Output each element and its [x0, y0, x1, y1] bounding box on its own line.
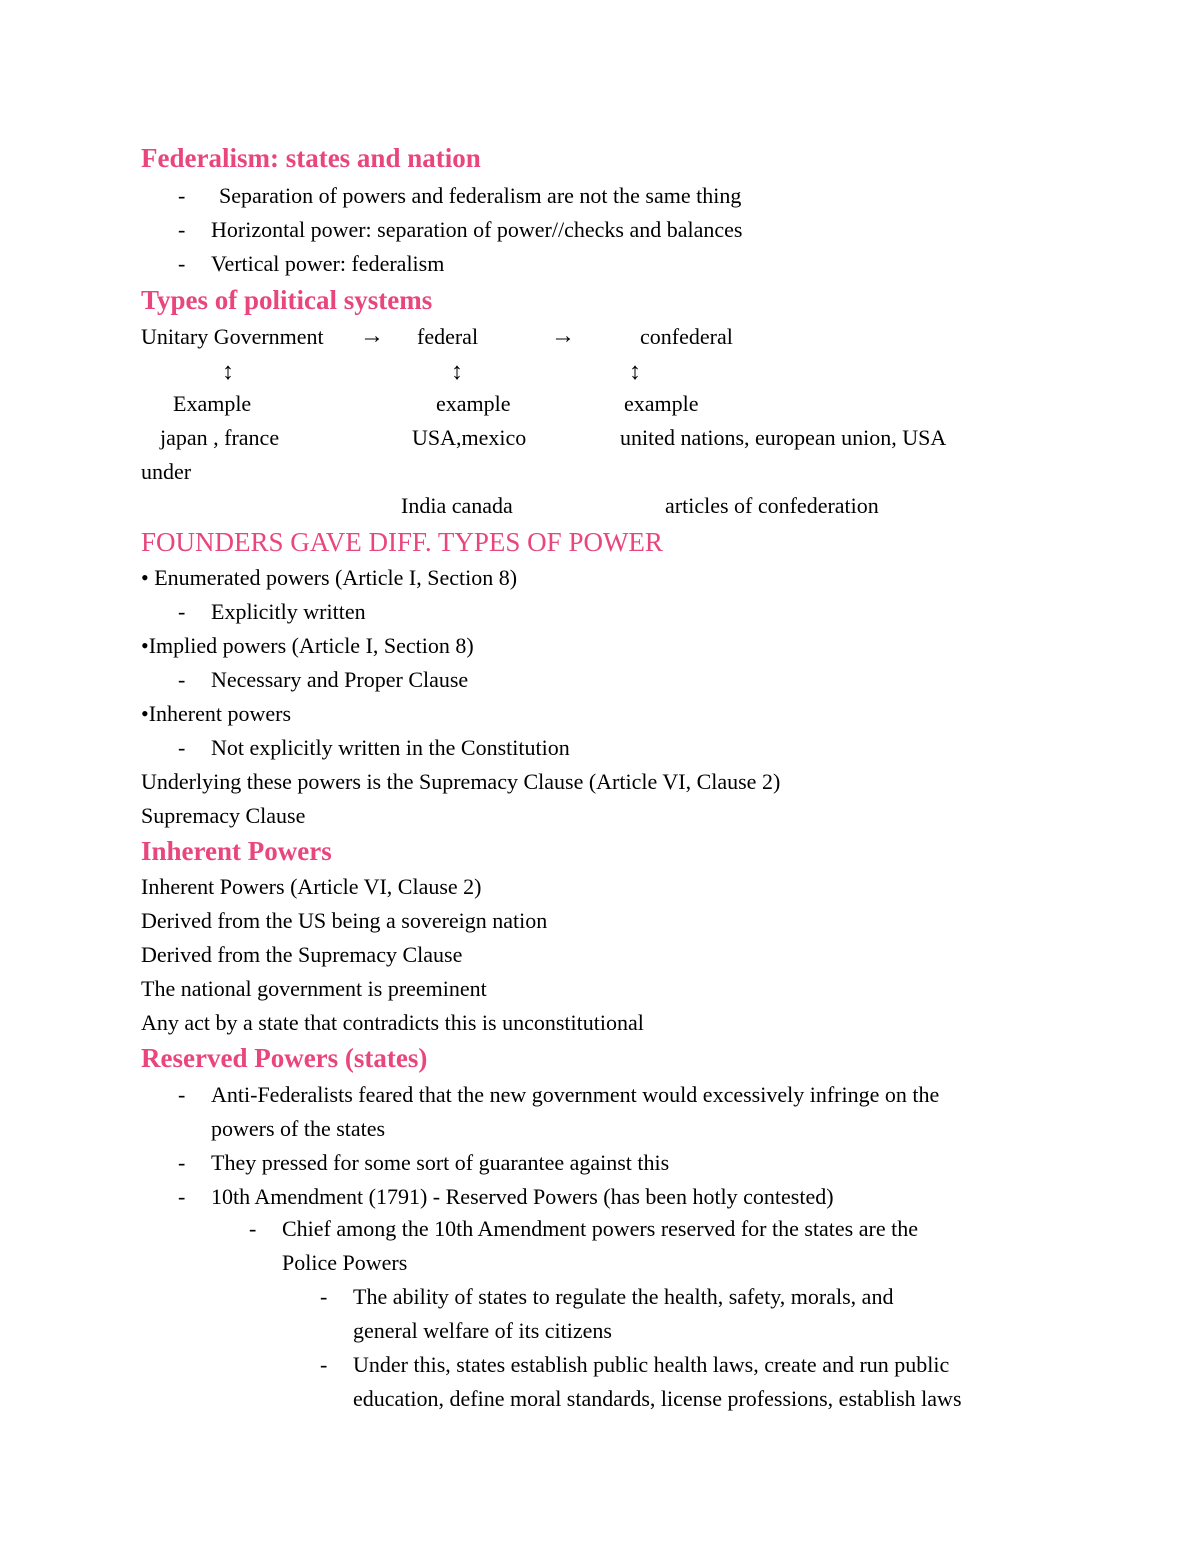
reserved-bullet-6-line-2: education, define moral standards, license professions, establish laws [353, 1386, 962, 1411]
confederal-examples-wrap: under [141, 459, 192, 484]
confederal-examples: united nations, european union, USA [620, 425, 947, 450]
reserved-bullet-6-line-1: Under this, states establish public health laws, create and run public [353, 1352, 950, 1377]
inherent-line-1: Inherent Powers (Article VI, Clause 2) [141, 874, 482, 899]
underlying-line: Underlying these powers is the Supremacy Clause (Article VI, Clause 2) [141, 769, 781, 794]
reserved-bullet-5-line-2: general welfare of its citizens [353, 1318, 612, 1343]
bullet-marker: - [178, 735, 186, 760]
heading-founders: FOUNDERS GAVE DIFF. TYPES OF POWER [141, 527, 663, 557]
reserved-bullet-1-line-2: powers of the states [211, 1116, 386, 1141]
bullet-marker: - [178, 1150, 186, 1175]
reserved-bullet-4-line-2: Police Powers [282, 1250, 408, 1275]
federal-examples-2: India canada [401, 493, 513, 518]
federalism-bullet-3: Vertical power: federalism [211, 251, 445, 276]
implied-powers: •Implied powers (Article I, Section 8) [141, 633, 474, 658]
inherent-sub: Not explicitly written in the Constitution [211, 735, 570, 760]
reserved-bullet-3: 10th Amendment (1791) - Reserved Powers (has been hotly contested) [211, 1184, 834, 1209]
right-arrow-icon: → [551, 323, 575, 349]
bullet-marker: - [178, 217, 186, 242]
unitary-example-label: Example [173, 391, 252, 416]
unitary-examples: japan , france [160, 425, 280, 450]
inherent-line-3: Derived from the Supremacy Clause [141, 942, 463, 967]
system-unitary: Unitary Government [141, 324, 324, 349]
heading-reserved-powers: Reserved Powers (states) [141, 1043, 428, 1073]
bullet-marker: - [178, 1082, 186, 1107]
federal-examples: USA,mexico [412, 425, 527, 450]
inherent-powers: •Inherent powers [141, 701, 292, 726]
right-arrow-icon: → [360, 323, 384, 349]
bullet-marker: - [178, 667, 186, 692]
inherent-line-5: Any act by a state that contradicts this is unconstitutional [141, 1010, 644, 1035]
enumerated-sub: Explicitly written [211, 599, 366, 624]
reserved-bullet-1-line-1: Anti-Federalists feared that the new government would excessively infringe on the [211, 1082, 940, 1107]
up-down-arrow-icon: ↕ [629, 359, 641, 385]
bullet-marker: - [178, 183, 186, 208]
heading-federalism: Federalism: states and nation [141, 143, 481, 173]
federalism-bullet-2: Horizontal power: separation of power//checks and balances [211, 217, 743, 242]
heading-political-systems: Types of political systems [141, 285, 433, 315]
bullet-marker: - [249, 1216, 257, 1241]
implied-sub: Necessary and Proper Clause [211, 667, 469, 692]
system-confederal: confederal [640, 324, 733, 349]
heading-inherent-powers: Inherent Powers [141, 836, 332, 866]
bullet-marker: - [320, 1352, 328, 1377]
supremacy-clause-line: Supremacy Clause [141, 803, 306, 828]
inherent-line-4: The national government is preeminent [141, 976, 487, 1001]
confederal-example-label: example [624, 391, 699, 416]
up-down-arrow-icon: ↕ [222, 359, 234, 385]
system-federal: federal [417, 324, 479, 349]
reserved-bullet-2: They pressed for some sort of guarantee against this [211, 1150, 670, 1175]
bullet-marker: - [178, 1184, 186, 1209]
confederal-examples-2: articles of confederation [665, 493, 879, 518]
bullet-marker: - [178, 599, 186, 624]
enumerated-powers: • Enumerated powers (Article I, Section 8) [141, 565, 518, 590]
bullet-marker: - [178, 251, 186, 276]
inherent-line-2: Derived from the US being a sovereign nation [141, 908, 548, 933]
reserved-bullet-4-line-1: Chief among the 10th Amendment powers reserved for the states are the [282, 1216, 918, 1241]
federalism-bullet-1: Separation of powers and federalism are not the same thing [219, 183, 742, 208]
up-down-arrow-icon: ↕ [451, 359, 463, 385]
reserved-bullet-5-line-1: The ability of states to regulate the health, safety, morals, and [353, 1284, 894, 1309]
federal-example-label: example [436, 391, 511, 416]
bullet-marker: - [320, 1284, 328, 1309]
